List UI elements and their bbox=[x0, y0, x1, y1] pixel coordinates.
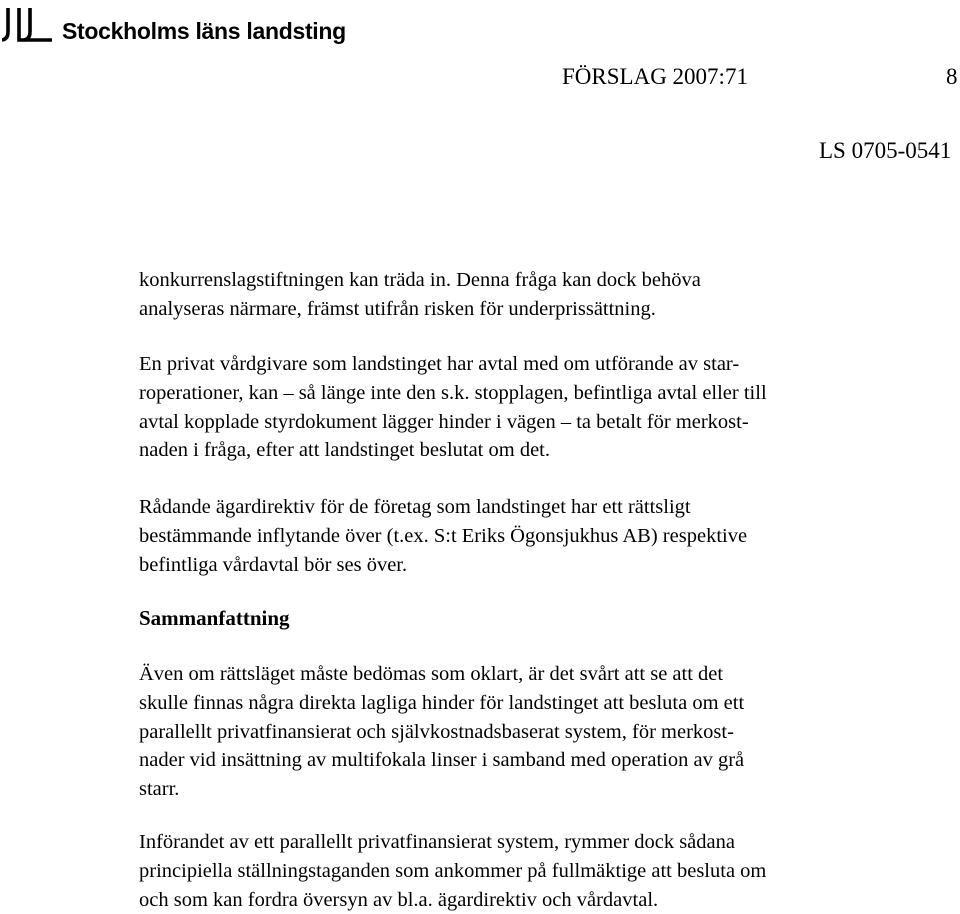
text-line: starr. bbox=[139, 778, 180, 801]
paragraph-1 bbox=[139, 266, 939, 324]
text-line: avtal kopplade styrdokument lägger hinder i vägen – ta betalt för merkost- bbox=[139, 410, 749, 433]
text-line: roperationer, kan – så länge inte den s.k. stopplagen, befintliga avtal eller till bbox=[139, 381, 767, 404]
section-heading: Sammanfattning bbox=[139, 606, 290, 630]
text-line: Införandet av ett parallellt privatfinansierat system, rymmer dock sådana bbox=[139, 831, 735, 853]
text-line: parallellt privatfinansierat och självkostnadsbaserat system, för merkost- bbox=[139, 720, 734, 743]
text-line: bestämmande inflytande över (t.ex. S:t Eriks Ögonsjukhus AB) respektive bbox=[139, 524, 748, 547]
paragraph-2 bbox=[139, 350, 939, 465]
text-line: Även om rättsläget måste bedömas som oklart, är det svårt att se att det bbox=[139, 663, 724, 685]
landsting-logo-icon bbox=[2, 6, 52, 42]
text-line: och som kan fordra översyn av bl.a. ägardirektiv och vårdavtal. bbox=[139, 888, 659, 911]
organization-name: Stockholms läns landsting bbox=[62, 18, 346, 44]
page-number: 8 bbox=[946, 64, 958, 89]
text-line: befintliga vårdavtal bör ses över. bbox=[139, 553, 408, 576]
reference-number: LS 0705-0541 bbox=[819, 138, 952, 163]
paragraph-5 bbox=[139, 828, 939, 914]
text-line: naden i fråga, efter att landstinget beslutat om det. bbox=[139, 439, 550, 462]
text-line: analyseras närmare, främst utifrån risken för underprissättning. bbox=[139, 297, 656, 320]
document-id: FÖRSLAG 2007:71 bbox=[562, 64, 748, 89]
text-line: nader vid insättning av multifokala linser i samband med operation av grå bbox=[139, 749, 745, 772]
text-line: principiella ställningstaganden som ankommer på fullmäktige att besluta om bbox=[139, 859, 767, 882]
paragraph-3 bbox=[139, 493, 939, 579]
paragraph-4 bbox=[139, 660, 939, 804]
text-line: skulle finnas några direkta lagliga hinder för landstinget att besluta om ett bbox=[139, 691, 745, 714]
text-line: En privat vårdgivare som landstinget har avtal med om utförande av star- bbox=[139, 353, 740, 375]
text-line: Rådande ägardirektiv för de företag som landstinget har ett rättsligt bbox=[139, 496, 691, 518]
text-line: konkurrenslagstiftningen kan träda in. Denna fråga kan dock behöva bbox=[139, 269, 701, 291]
page-header bbox=[0, 0, 960, 50]
